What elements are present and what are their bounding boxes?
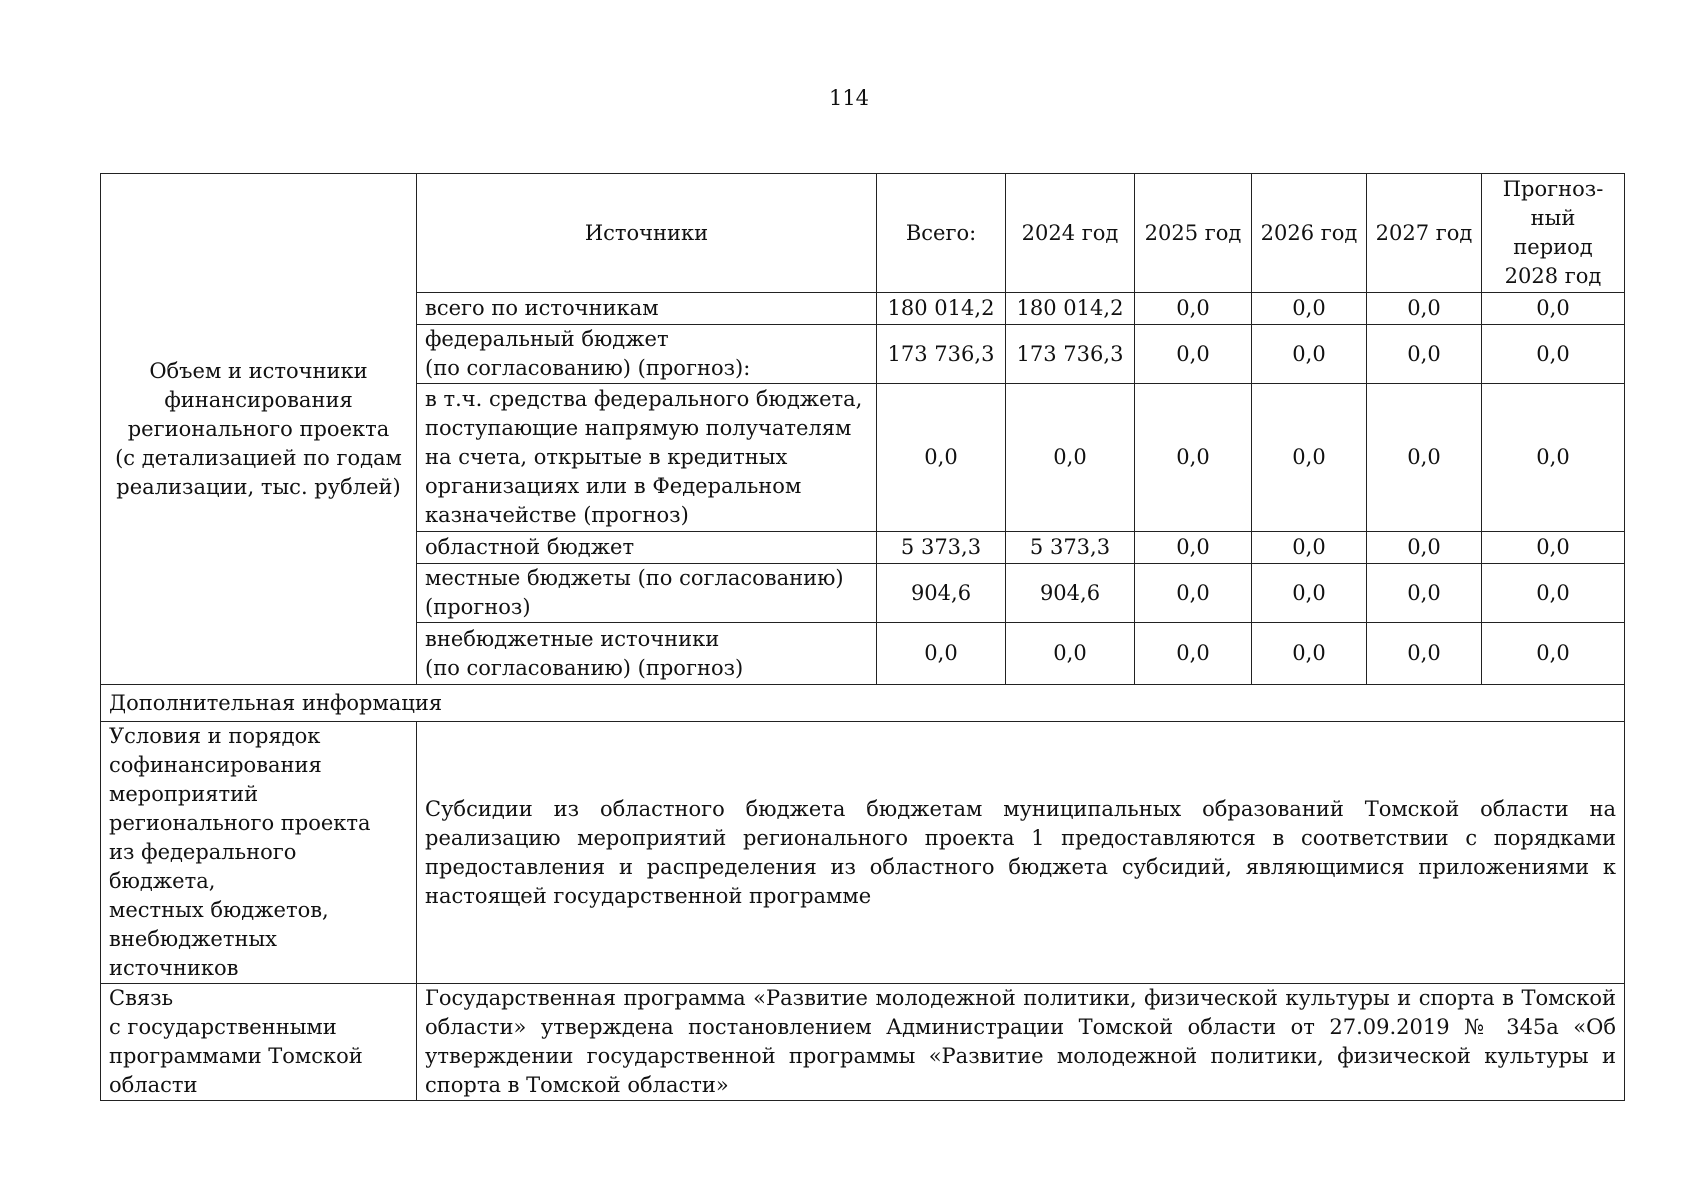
value-2027: 0,0 xyxy=(1367,384,1482,532)
value-2026: 0,0 xyxy=(1252,384,1367,532)
value-2025: 0,0 xyxy=(1135,325,1252,384)
additional-info-title: Дополнительная информация xyxy=(101,685,1625,722)
value-2026: 0,0 xyxy=(1252,564,1367,623)
cofinancing-row xyxy=(101,722,1625,984)
header-2024: 2024 год xyxy=(1006,174,1135,293)
header-2026: 2026 год xyxy=(1252,174,1367,293)
value-2027: 0,0 xyxy=(1367,564,1482,623)
value-total: 0,0 xyxy=(877,384,1006,532)
source-label: областной бюджет xyxy=(417,532,877,564)
value-2028: 0,0 xyxy=(1482,293,1625,325)
value-2026: 0,0 xyxy=(1252,623,1367,685)
source-label: внебюджетные источники (по согласованию) (прогноз) xyxy=(417,623,877,685)
value-2025: 0,0 xyxy=(1135,623,1252,685)
value-2028: 0,0 xyxy=(1482,532,1625,564)
value-2026: 0,0 xyxy=(1252,325,1367,384)
value-total: 904,6 xyxy=(877,564,1006,623)
source-label: всего по источникам xyxy=(417,293,877,325)
value-2025: 0,0 xyxy=(1135,384,1252,532)
header-forecast-2028: Прогноз- ный период 2028 год xyxy=(1482,174,1625,293)
header-total: Всего: xyxy=(877,174,1006,293)
header-2027: 2027 год xyxy=(1367,174,1482,293)
value-total: 5 373,3 xyxy=(877,532,1006,564)
value-2028: 0,0 xyxy=(1482,623,1625,685)
source-label: в т.ч. средства федерального бюджета, поступающие напрямую получателям на счета, открытые в кредитных организациях или в Федеральном казначействе (прогноз) xyxy=(417,384,877,532)
header-sources: Источники xyxy=(417,174,877,293)
value-2024: 180 014,2 xyxy=(1006,293,1135,325)
value-2027: 0,0 xyxy=(1367,293,1482,325)
value-2025: 0,0 xyxy=(1135,564,1252,623)
value-2024: 5 373,3 xyxy=(1006,532,1135,564)
value-2027: 0,0 xyxy=(1367,325,1482,384)
program-link-cell xyxy=(417,984,1625,1101)
finance-row-label: Объем и источники финансирования регионального проекта (с детализацией по годам реализации, тыс. рублей) xyxy=(101,174,417,685)
cofinancing-cell xyxy=(417,722,1625,984)
header-2025: 2025 год xyxy=(1135,174,1252,293)
value-2028: 0,0 xyxy=(1482,384,1625,532)
value-2025: 0,0 xyxy=(1135,532,1252,564)
value-2028: 0,0 xyxy=(1482,325,1625,384)
value-2026: 0,0 xyxy=(1252,532,1367,564)
value-total: 180 014,2 xyxy=(877,293,1006,325)
value-2024: 904,6 xyxy=(1006,564,1135,623)
value-total: 0,0 xyxy=(877,623,1006,685)
value-2027: 0,0 xyxy=(1367,532,1482,564)
source-label: местные бюджеты (по согласованию) (прогноз) xyxy=(417,564,877,623)
value-2027: 0,0 xyxy=(1367,623,1482,685)
value-2024: 0,0 xyxy=(1006,384,1135,532)
value-2024: 0,0 xyxy=(1006,623,1135,685)
source-label: федеральный бюджет (по согласованию) (прогноз): xyxy=(417,325,877,384)
value-2025: 0,0 xyxy=(1135,293,1252,325)
value-2028: 0,0 xyxy=(1482,564,1625,623)
program-link-label: Связь с государственными программами Томской области xyxy=(101,984,417,1101)
finance-header-row xyxy=(101,174,1625,293)
value-2024: 173 736,3 xyxy=(1006,325,1135,384)
cofinancing-label: Условия и порядок софинансирования мероприятий регионального проекта из федерального бюджета, местных бюджетов, внебюджетных источников xyxy=(101,722,417,984)
project-finance-table xyxy=(100,173,1625,1101)
page-number: 114 xyxy=(828,86,870,110)
program-link-row xyxy=(101,984,1625,1101)
value-total: 173 736,3 xyxy=(877,325,1006,384)
additional-info-row xyxy=(101,685,1625,722)
value-2026: 0,0 xyxy=(1252,293,1367,325)
program-link-text: Государственная программа «Развитие молодежной политики, физической культуры и спорта в Томской области» утверждена постановлением Администрации Томской области от 27.09.2019 № 345а «Об утверждении государственной программы «Развитие молодежной политики, физической культуры и спорта в Томской области» xyxy=(425,986,1616,1097)
cofinancing-text: Субсидии из областного бюджета бюджетам муниципальных образований Томской области на реализацию мероприятий регионального проекта 1 предоставляются в соответствии с порядками предоставления и распределения из областного бюджета субсидий, являющимися приложениями к настоящей государственной программе xyxy=(425,796,1616,908)
